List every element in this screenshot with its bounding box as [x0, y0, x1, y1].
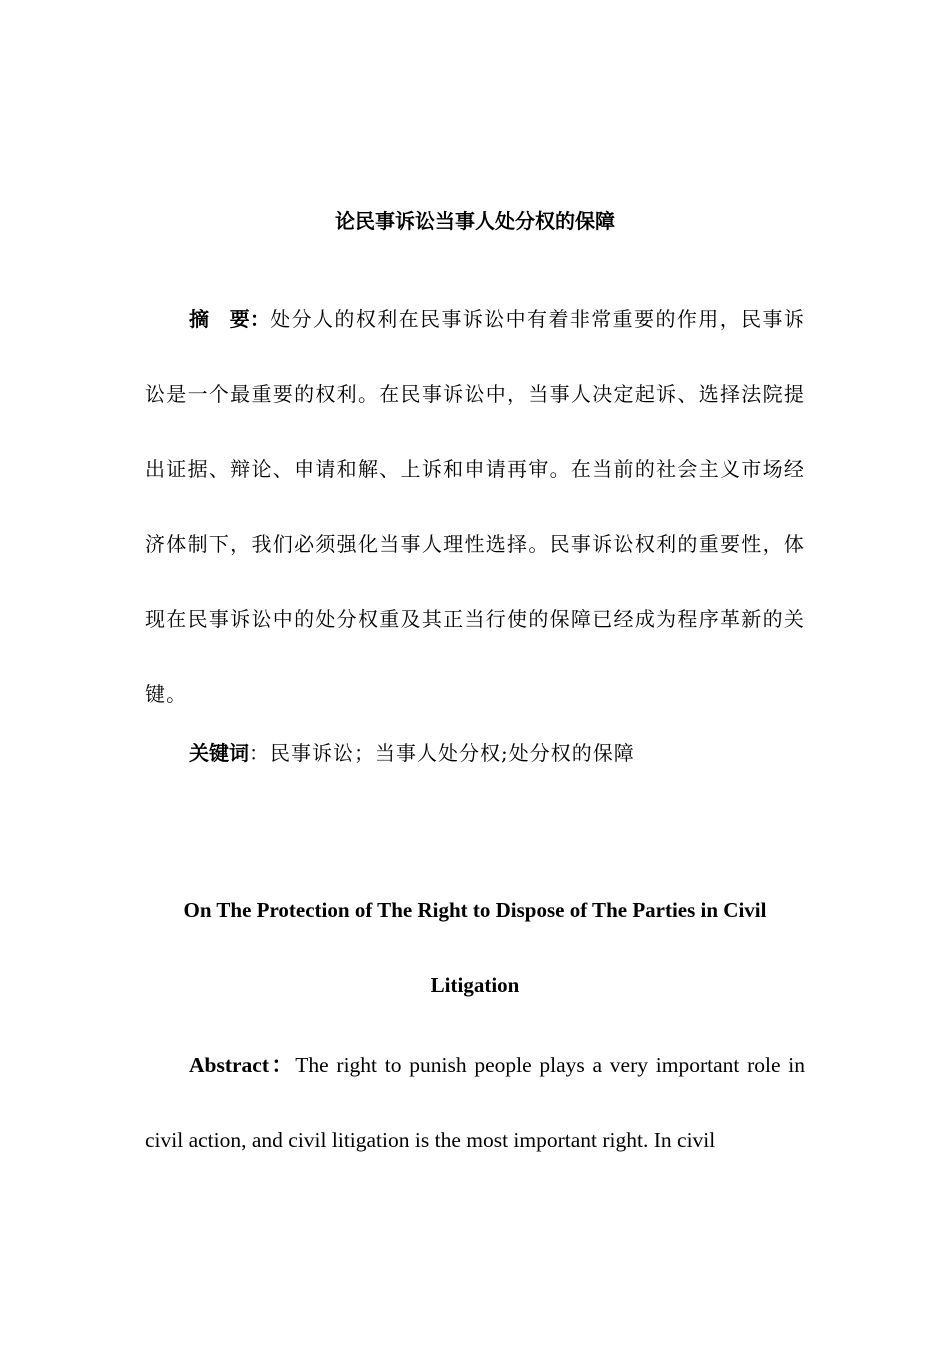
chinese-abstract-label: 摘 要： [189, 307, 271, 331]
chinese-keywords [145, 737, 805, 769]
english-title: On The Protection of The Right to Dispose of The Parties in Civil Litigation [183, 898, 767, 997]
chinese-keywords-label: 关键词 [189, 741, 249, 765]
chinese-keywords-text: ：民事诉讼；当事人处分权;处分权的保障 [249, 741, 635, 765]
chinese-abstract [145, 282, 805, 732]
english-abstract-label: Abstract： [189, 1053, 296, 1077]
english-abstract-text: The right to punish people plays a very important role in civil action, and civil litigation is the most important right. In civil [145, 1053, 805, 1152]
chinese-abstract-text: 处分人的权利在民事诉讼中有着非常重要的作用，民事诉讼是一个最重要的权利。在民事诉讼中，当事人决定起诉、选择法院提出证据、辩论、申请和解、上诉和申请再审。在当前的社会主义市场经济体制下，我们必须强化当事人理性选择。民事诉讼权利的重要性，体现在民事诉讼中的处分权重及其正当行使的保障已经成为程序革新的关键。 [145, 307, 806, 706]
english-abstract [145, 1028, 805, 1178]
chinese-title: 论民事诉讼当事人处分权的保障 [335, 209, 615, 233]
